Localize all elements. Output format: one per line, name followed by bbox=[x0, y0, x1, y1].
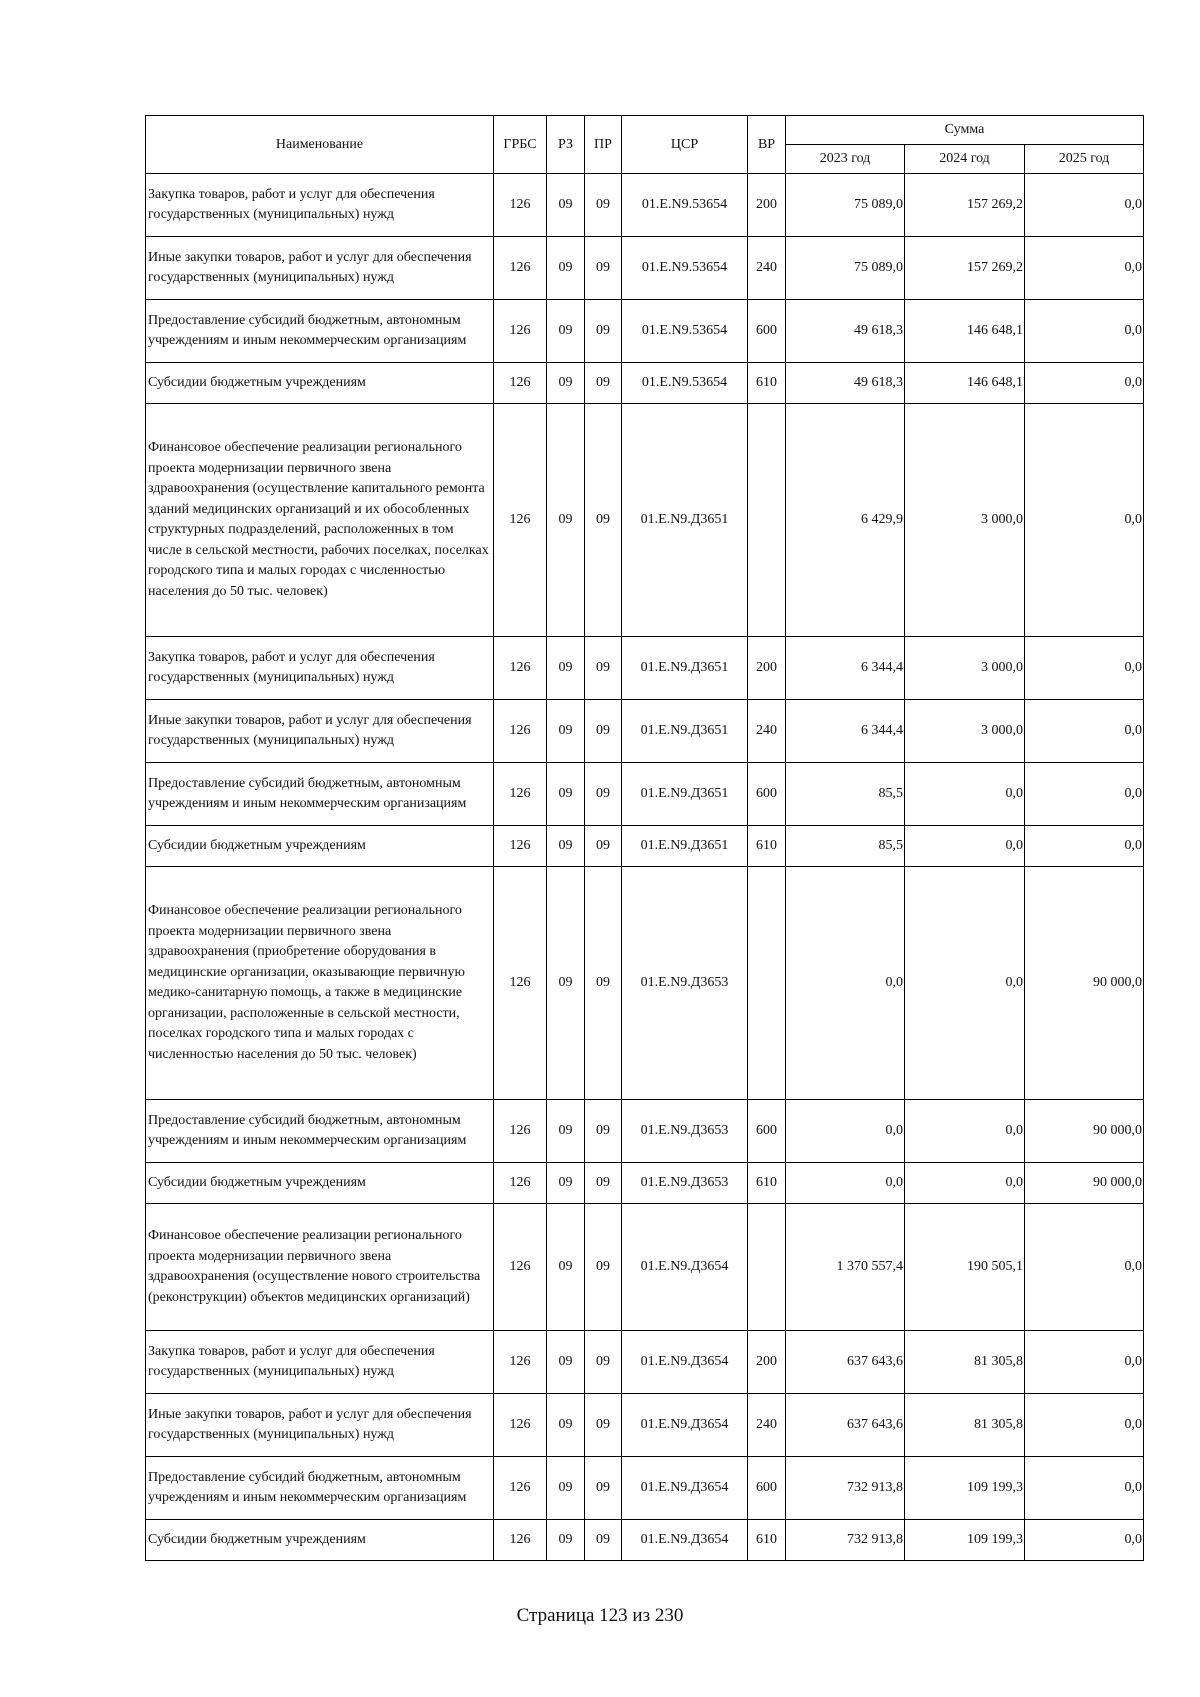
cell-2025: 90 000,0 bbox=[1025, 1100, 1144, 1163]
cell-grbs: 126 bbox=[494, 637, 547, 700]
cell-grbs: 126 bbox=[494, 867, 547, 1100]
cell-grbs: 126 bbox=[494, 174, 547, 237]
cell-2025: 0,0 bbox=[1025, 404, 1144, 637]
cell-name: Предоставление субсидий бюджетным, автономным учреждениям и иным некоммерческим организациям bbox=[146, 300, 494, 363]
table-row bbox=[146, 637, 1144, 700]
cell-2023: 85,5 bbox=[786, 763, 905, 826]
cell-2025: 90 000,0 bbox=[1025, 867, 1144, 1100]
cell-vr: 200 bbox=[748, 637, 786, 700]
cell-pr: 09 bbox=[585, 363, 622, 404]
cell-grbs: 126 bbox=[494, 300, 547, 363]
cell-name: Финансовое обеспечение реализации регионального проекта модернизации первичного звена здравоохранения (осуществление капитального ремонта зданий медицинских организаций и их обособленных структурных подразделений, расположенных в том числе в сельской местности, рабочих поселках, поселках городского типа и малых городах с численностью населения до 50 тыс. человек) bbox=[146, 404, 494, 637]
cell-2023: 75 089,0 bbox=[786, 237, 905, 300]
cell-2024: 146 648,1 bbox=[905, 363, 1025, 404]
cell-pr: 09 bbox=[585, 300, 622, 363]
cell-name: Предоставление субсидий бюджетным, автономным учреждениям и иным некоммерческим организациям bbox=[146, 1457, 494, 1520]
cell-2024: 157 269,2 bbox=[905, 174, 1025, 237]
cell-grbs: 126 bbox=[494, 404, 547, 637]
cell-2024: 0,0 bbox=[905, 1163, 1025, 1204]
cell-vr bbox=[748, 867, 786, 1100]
cell-vr: 610 bbox=[748, 1163, 786, 1204]
cell-2024: 146 648,1 bbox=[905, 300, 1025, 363]
table-row bbox=[146, 700, 1144, 763]
cell-vr: 200 bbox=[748, 1331, 786, 1394]
cell-name: Финансовое обеспечение реализации регионального проекта модернизации первичного звена здравоохранения (осуществление нового строительства (реконструкции) объектов медицинских организаций) bbox=[146, 1204, 494, 1331]
cell-name: Субсидии бюджетным учреждениям bbox=[146, 1520, 494, 1561]
cell-2025: 0,0 bbox=[1025, 363, 1144, 404]
table-row bbox=[146, 1394, 1144, 1457]
cell-2023: 637 643,6 bbox=[786, 1394, 905, 1457]
cell-csr: 01.Е.N9.Д3654 bbox=[622, 1204, 748, 1331]
cell-rz: 09 bbox=[547, 1331, 585, 1394]
cell-rz: 09 bbox=[547, 300, 585, 363]
header-vr: ВР bbox=[748, 116, 786, 174]
cell-rz: 09 bbox=[547, 637, 585, 700]
cell-rz: 09 bbox=[547, 1457, 585, 1520]
cell-2024: 0,0 bbox=[905, 867, 1025, 1100]
cell-2024: 81 305,8 bbox=[905, 1331, 1025, 1394]
cell-rz: 09 bbox=[547, 237, 585, 300]
cell-name: Закупка товаров, работ и услуг для обеспечения государственных (муниципальных) нужд bbox=[146, 1331, 494, 1394]
cell-grbs: 126 bbox=[494, 1394, 547, 1457]
cell-name: Субсидии бюджетным учреждениям bbox=[146, 363, 494, 404]
table-row bbox=[146, 237, 1144, 300]
cell-grbs: 126 bbox=[494, 1520, 547, 1561]
cell-2023: 732 913,8 bbox=[786, 1457, 905, 1520]
cell-csr: 01.Е.N9.53654 bbox=[622, 237, 748, 300]
cell-2025: 0,0 bbox=[1025, 826, 1144, 867]
cell-2025: 0,0 bbox=[1025, 700, 1144, 763]
cell-grbs: 126 bbox=[494, 1204, 547, 1331]
cell-2025: 0,0 bbox=[1025, 1520, 1144, 1561]
cell-rz: 09 bbox=[547, 363, 585, 404]
cell-pr: 09 bbox=[585, 1204, 622, 1331]
cell-2024: 0,0 bbox=[905, 763, 1025, 826]
cell-2025: 0,0 bbox=[1025, 300, 1144, 363]
cell-2025: 0,0 bbox=[1025, 1394, 1144, 1457]
cell-2025: 0,0 bbox=[1025, 1457, 1144, 1520]
cell-2024: 157 269,2 bbox=[905, 237, 1025, 300]
table-row bbox=[146, 300, 1144, 363]
cell-rz: 09 bbox=[547, 404, 585, 637]
cell-csr: 01.Е.N9.Д3654 bbox=[622, 1331, 748, 1394]
cell-2023: 0,0 bbox=[786, 867, 905, 1100]
cell-pr: 09 bbox=[585, 763, 622, 826]
cell-vr: 600 bbox=[748, 1100, 786, 1163]
header-grbs: ГРБС bbox=[494, 116, 547, 174]
cell-2025: 0,0 bbox=[1025, 637, 1144, 700]
cell-2024: 81 305,8 bbox=[905, 1394, 1025, 1457]
cell-name: Предоставление субсидий бюджетным, автономным учреждениям и иным некоммерческим организациям bbox=[146, 1100, 494, 1163]
table-body bbox=[146, 174, 1144, 1561]
cell-grbs: 126 bbox=[494, 763, 547, 826]
table-row bbox=[146, 763, 1144, 826]
cell-name: Иные закупки товаров, работ и услуг для обеспечения государственных (муниципальных) нужд bbox=[146, 237, 494, 300]
cell-csr: 01.Е.N9.Д3653 bbox=[622, 1100, 748, 1163]
cell-vr bbox=[748, 1204, 786, 1331]
cell-csr: 01.Е.N9.Д3651 bbox=[622, 404, 748, 637]
cell-rz: 09 bbox=[547, 1394, 585, 1457]
cell-csr: 01.Е.N9.Д3651 bbox=[622, 637, 748, 700]
table-row bbox=[146, 363, 1144, 404]
cell-vr: 240 bbox=[748, 237, 786, 300]
cell-grbs: 126 bbox=[494, 1163, 547, 1204]
cell-pr: 09 bbox=[585, 637, 622, 700]
cell-vr: 600 bbox=[748, 1457, 786, 1520]
header-year-2025: 2025 год bbox=[1025, 145, 1144, 174]
cell-2025: 0,0 bbox=[1025, 1204, 1144, 1331]
table-row bbox=[146, 867, 1144, 1100]
table-row bbox=[146, 1331, 1144, 1394]
cell-pr: 09 bbox=[585, 1100, 622, 1163]
cell-grbs: 126 bbox=[494, 237, 547, 300]
table-row bbox=[146, 1520, 1144, 1561]
table-header bbox=[146, 116, 1144, 174]
page-number: Страница 123 из 230 bbox=[516, 1605, 684, 1626]
header-year-2023: 2023 год bbox=[786, 145, 905, 174]
cell-name: Закупка товаров, работ и услуг для обеспечения государственных (муниципальных) нужд bbox=[146, 174, 494, 237]
cell-pr: 09 bbox=[585, 1520, 622, 1561]
cell-rz: 09 bbox=[547, 763, 585, 826]
cell-2023: 6 344,4 bbox=[786, 637, 905, 700]
header-csr: ЦСР bbox=[622, 116, 748, 174]
cell-pr: 09 bbox=[585, 1331, 622, 1394]
table-row bbox=[146, 1100, 1144, 1163]
cell-vr: 610 bbox=[748, 1520, 786, 1561]
cell-rz: 09 bbox=[547, 1163, 585, 1204]
cell-grbs: 126 bbox=[494, 1331, 547, 1394]
cell-2023: 732 913,8 bbox=[786, 1520, 905, 1561]
cell-rz: 09 bbox=[547, 174, 585, 237]
cell-2023: 6 344,4 bbox=[786, 700, 905, 763]
cell-csr: 01.Е.N9.Д3654 bbox=[622, 1520, 748, 1561]
cell-2024: 190 505,1 bbox=[905, 1204, 1025, 1331]
cell-2023: 637 643,6 bbox=[786, 1331, 905, 1394]
cell-2025: 0,0 bbox=[1025, 174, 1144, 237]
cell-grbs: 126 bbox=[494, 826, 547, 867]
cell-pr: 09 bbox=[585, 867, 622, 1100]
table-row bbox=[146, 826, 1144, 867]
cell-2024: 0,0 bbox=[905, 826, 1025, 867]
cell-vr: 600 bbox=[748, 763, 786, 826]
cell-2024: 3 000,0 bbox=[905, 700, 1025, 763]
cell-name: Субсидии бюджетным учреждениям bbox=[146, 1163, 494, 1204]
cell-vr: 240 bbox=[748, 1394, 786, 1457]
header-year-2024: 2024 год bbox=[905, 145, 1025, 174]
cell-csr: 01.Е.N9.Д3651 bbox=[622, 763, 748, 826]
cell-rz: 09 bbox=[547, 1100, 585, 1163]
cell-2024: 0,0 bbox=[905, 1100, 1025, 1163]
table-row bbox=[146, 1163, 1144, 1204]
cell-vr: 610 bbox=[748, 363, 786, 404]
cell-pr: 09 bbox=[585, 237, 622, 300]
cell-name: Предоставление субсидий бюджетным, автономным учреждениям и иным некоммерческим организациям bbox=[146, 763, 494, 826]
cell-csr: 01.Е.N9.Д3653 bbox=[622, 1163, 748, 1204]
cell-name: Иные закупки товаров, работ и услуг для обеспечения государственных (муниципальных) нужд bbox=[146, 700, 494, 763]
cell-csr: 01.Е.N9.Д3654 bbox=[622, 1394, 748, 1457]
cell-vr: 200 bbox=[748, 174, 786, 237]
cell-csr: 01.Е.N9.Д3654 bbox=[622, 1457, 748, 1520]
cell-2025: 0,0 bbox=[1025, 763, 1144, 826]
cell-2023: 0,0 bbox=[786, 1163, 905, 1204]
cell-pr: 09 bbox=[585, 1394, 622, 1457]
table-row bbox=[146, 1457, 1144, 1520]
cell-2023: 1 370 557,4 bbox=[786, 1204, 905, 1331]
cell-name: Иные закупки товаров, работ и услуг для обеспечения государственных (муниципальных) нужд bbox=[146, 1394, 494, 1457]
cell-rz: 09 bbox=[547, 1204, 585, 1331]
cell-rz: 09 bbox=[547, 700, 585, 763]
cell-grbs: 126 bbox=[494, 1457, 547, 1520]
cell-vr: 600 bbox=[748, 300, 786, 363]
cell-2025: 90 000,0 bbox=[1025, 1163, 1144, 1204]
cell-2023: 49 618,3 bbox=[786, 363, 905, 404]
cell-csr: 01.Е.N9.53654 bbox=[622, 300, 748, 363]
cell-vr: 240 bbox=[748, 700, 786, 763]
cell-name: Закупка товаров, работ и услуг для обеспечения государственных (муниципальных) нужд bbox=[146, 637, 494, 700]
cell-csr: 01.Е.N9.53654 bbox=[622, 363, 748, 404]
cell-2024: 3 000,0 bbox=[905, 404, 1025, 637]
cell-rz: 09 bbox=[547, 1520, 585, 1561]
cell-2024: 3 000,0 bbox=[905, 637, 1025, 700]
cell-pr: 09 bbox=[585, 404, 622, 637]
cell-vr bbox=[748, 404, 786, 637]
cell-pr: 09 bbox=[585, 700, 622, 763]
cell-rz: 09 bbox=[547, 867, 585, 1100]
cell-2025: 0,0 bbox=[1025, 1331, 1144, 1394]
cell-name: Субсидии бюджетным учреждениям bbox=[146, 826, 494, 867]
cell-csr: 01.Е.N9.Д3653 bbox=[622, 867, 748, 1100]
cell-2023: 85,5 bbox=[786, 826, 905, 867]
cell-vr: 610 bbox=[748, 826, 786, 867]
table-row bbox=[146, 404, 1144, 637]
cell-2023: 6 429,9 bbox=[786, 404, 905, 637]
cell-2024: 109 199,3 bbox=[905, 1457, 1025, 1520]
cell-pr: 09 bbox=[585, 1457, 622, 1520]
cell-2023: 75 089,0 bbox=[786, 174, 905, 237]
header-name: Наименование bbox=[146, 116, 494, 174]
cell-grbs: 126 bbox=[494, 363, 547, 404]
cell-pr: 09 bbox=[585, 826, 622, 867]
cell-pr: 09 bbox=[585, 174, 622, 237]
cell-2025: 0,0 bbox=[1025, 237, 1144, 300]
cell-csr: 01.Е.N9.Д3651 bbox=[622, 700, 748, 763]
header-pr: ПР bbox=[585, 116, 622, 174]
header-rz: РЗ bbox=[547, 116, 585, 174]
cell-pr: 09 bbox=[585, 1163, 622, 1204]
cell-2023: 0,0 bbox=[786, 1100, 905, 1163]
budget-table bbox=[145, 115, 1144, 1561]
cell-csr: 01.Е.N9.53654 bbox=[622, 174, 748, 237]
cell-name: Финансовое обеспечение реализации регионального проекта модернизации первичного звена здравоохранения (приобретение оборудования в медицинские организации, оказывающие первичную медико-санитарную помощь, а также в медицинские организации, расположенные в сельской местности, поселках городского типа и малых городах с численностью населения до 50 тыс. человек) bbox=[146, 867, 494, 1100]
table-row bbox=[146, 174, 1144, 237]
cell-csr: 01.Е.N9.Д3651 bbox=[622, 826, 748, 867]
cell-grbs: 126 bbox=[494, 700, 547, 763]
table-row bbox=[146, 1204, 1144, 1331]
header-sum: Сумма bbox=[786, 116, 1144, 145]
cell-2024: 109 199,3 bbox=[905, 1520, 1025, 1561]
cell-2023: 49 618,3 bbox=[786, 300, 905, 363]
cell-grbs: 126 bbox=[494, 1100, 547, 1163]
cell-rz: 09 bbox=[547, 826, 585, 867]
